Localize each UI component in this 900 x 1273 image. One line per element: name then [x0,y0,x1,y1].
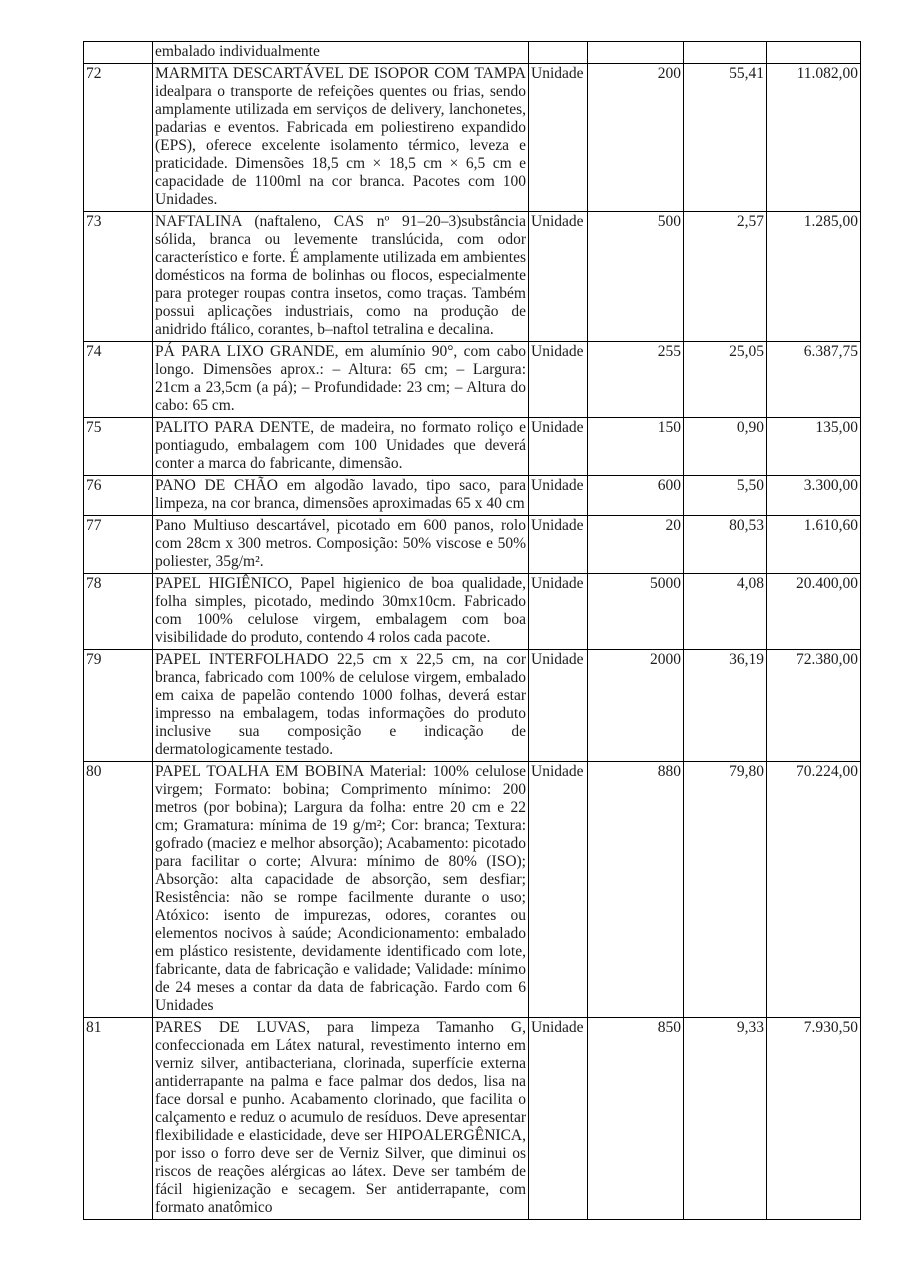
unit-cell: Unidade [529,342,588,418]
table-row [84,212,861,342]
description-cell: PAPEL TOALHA EM BOBINA Material: 100% celulose virgem; Formato: bobina; Comprimento mínimo: 200 metros (por bobina); Largura da folha: entre 20 cm e 22 cm; Gramatura: mínima de 19 g/m²; Cor: branca; Textura: gofrado (maciez e melhor absorção); Acabamento: picotado para facilitar o corte; Alvura: mínimo de 80% (ISO); Absorção: alta capacidade de absorção, sem desfiar; Resistência: não se rompe facilmente durante o uso; Atóxico: isento de impurezas, odores, corantes ou elementos nocivos à saúde; Acondicionamento: embalado em plástico resistente, devidamente identificado com lote, fabricante, data de fabricação e validade; Validade: mínimo de 24 meses a contar da data de fabricação. Fardo com 6 Unidades [153,762,529,1018]
unit-cell: Unidade [529,1018,588,1220]
item-cell: 77 [84,516,153,574]
unit-cell: Unidade [529,64,588,212]
quantity-cell: 850 [588,1018,684,1220]
unit-cell: Unidade [529,212,588,342]
description-cell: PANO DE CHÃO em algodão lavado, tipo saco, para limpeza, na cor branca, dimensões aproximadas 65 x 40 cm [153,476,529,516]
unit-price-cell [684,42,767,64]
table-row [84,516,861,574]
item-cell: 80 [84,762,153,1018]
description-cell: PALITO PARA DENTE, de madeira, no formato roliço e pontiagudo, embalagem com 100 Unidades que deverá conter a marca do fabricante, dimensão. [153,418,529,476]
item-cell: 81 [84,1018,153,1220]
unit-cell: Unidade [529,516,588,574]
total-cell: 20.400,00 [767,574,861,650]
description-cell: PAPEL HIGIÊNICO, Papel higienico de boa qualidade, folha simples, picotado, medindo 30mx10cm. Fabricado com 100% celulose virgem, embalagem com boa visibilidade do produto, contendo 4 rolos cada pacote. [153,574,529,650]
unit-cell: Unidade [529,762,588,1018]
unit-price-cell: 2,57 [684,212,767,342]
quantity-cell: 200 [588,64,684,212]
total-cell: 135,00 [767,418,861,476]
unit-cell: Unidade [529,476,588,516]
total-cell: 11.082,00 [767,64,861,212]
quantity-cell: 500 [588,212,684,342]
total-cell [767,42,861,64]
table-row [84,574,861,650]
item-cell: 74 [84,342,153,418]
item-cell [84,42,153,64]
total-cell: 3.300,00 [767,476,861,516]
unit-price-cell: 79,80 [684,762,767,1018]
table-row [84,418,861,476]
unit-cell [529,42,588,64]
description-cell: PAPEL INTERFOLHADO 22,5 cm x 22,5 cm, na cor branca, fabricado com 100% de celulose virgem, embalado em caixa de papelão contendo 1000 folhas, deverá estar impresso na embalagem, todas informações do produto inclusive sua composição e indicação de dermatologicamente testado. [153,650,529,762]
unit-price-cell: 55,41 [684,64,767,212]
table-row [84,1018,861,1220]
item-cell: 79 [84,650,153,762]
total-cell: 7.930,50 [767,1018,861,1220]
item-cell: 78 [84,574,153,650]
table-row [84,476,861,516]
item-cell: 76 [84,476,153,516]
quantity-cell: 5000 [588,574,684,650]
unit-price-cell: 9,33 [684,1018,767,1220]
items-table [83,41,861,1220]
total-cell: 1.610,60 [767,516,861,574]
table-row [84,650,861,762]
quantity-cell: 20 [588,516,684,574]
unit-price-cell: 80,53 [684,516,767,574]
total-cell: 72.380,00 [767,650,861,762]
description-cell: Pano Multiuso descartável, picotado em 600 panos, rolo com 28cm x 300 metros. Composição: 50% viscose e 50% poliester, 35g/m². [153,516,529,574]
item-cell: 72 [84,64,153,212]
quantity-cell [588,42,684,64]
unit-cell: Unidade [529,650,588,762]
table-row [84,342,861,418]
total-cell: 70.224,00 [767,762,861,1018]
unit-price-cell: 0,90 [684,418,767,476]
unit-price-cell: 4,08 [684,574,767,650]
item-cell: 73 [84,212,153,342]
total-cell: 1.285,00 [767,212,861,342]
table-row [84,42,861,64]
table-row [84,64,861,212]
description-cell: PARES DE LUVAS, para limpeza Tamanho G, confeccionada em Látex natural, revestimento interno em verniz silver, antibacteriana, clorinada, superfície externa antiderrapante na palma e face palmar dos dedos, lisa na face dorsal e punho. Acabamento clorinado, que facilita o calçamento e reduz o acumulo de resíduos. Deve apresentar flexibilidade e elasticidade, deve ser HIPOALERGÊNICA, por isso o forro deve ser de Verniz Silver, que diminui os riscos de reações alérgicas ao látex. Deve ser também de fácil higienização e secagem. Ser antiderrapante, com formato anatômico [153,1018,529,1220]
unit-cell: Unidade [529,418,588,476]
quantity-cell: 600 [588,476,684,516]
table-row [84,762,861,1018]
description-cell: MARMITA DESCARTÁVEL DE ISOPOR COM TAMPA idealpara o transporte de refeições quentes ou frias, sendo amplamente utilizada em serviços de delivery, lanchonetes, padarias e eventos. Fabricada em poliestireno expandido (EPS), oferece excelente isolamento térmico, leveza e praticidade. Dimensões 18,5 cm × 18,5 cm × 6,5 cm e capacidade de 1100ml na cor branca. Pacotes com 100 Unidades. [153,64,529,212]
unit-price-cell: 36,19 [684,650,767,762]
item-cell: 75 [84,418,153,476]
quantity-cell: 150 [588,418,684,476]
total-cell: 6.387,75 [767,342,861,418]
description-cell: PÁ PARA LIXO GRANDE, em alumínio 90°, com cabo longo. Dimensões aprox.: – Altura: 65 cm; – Largura: 21cm a 23,5cm (a pá); – Profundidade: 23 cm; – Altura do cabo: 65 cm. [153,342,529,418]
description-cell: NAFTALINA (naftaleno, CAS nº 91–20–3)substância sólida, branca ou levemente translúcida, com odor característico e forte. É amplamente utilizada em ambientes domésticos na forma de bolinhas ou flocos, especialmente para proteger roupas contra insetos, como traças. Também possui aplicações industriais, como na produção de anidrido ftálico, corantes, b–naftol tetralina e decalina. [153,212,529,342]
quantity-cell: 255 [588,342,684,418]
quantity-cell: 880 [588,762,684,1018]
unit-cell: Unidade [529,574,588,650]
unit-price-cell: 25,05 [684,342,767,418]
description-cell: embalado individualmente [153,42,529,64]
quantity-cell: 2000 [588,650,684,762]
unit-price-cell: 5,50 [684,476,767,516]
